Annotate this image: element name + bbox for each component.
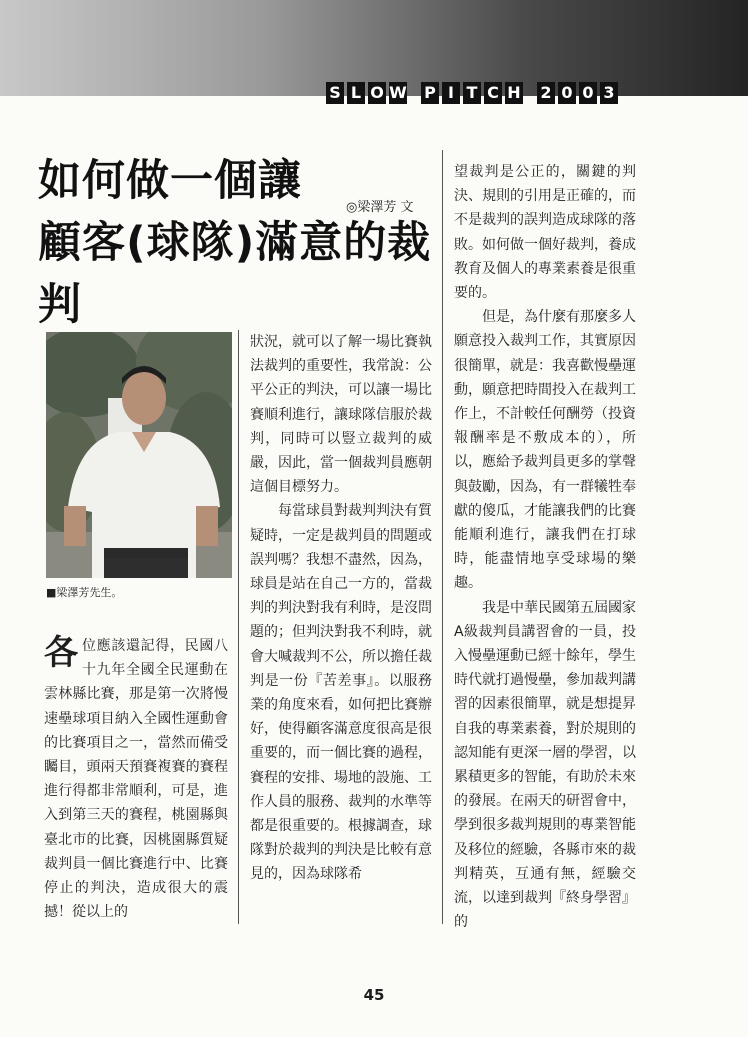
column-2-paragraph-2: 每當球員對裁判判決有質疑時，一定是裁判員的問題或誤判嗎？我想不盡然，因為，球員是站在自己一方的，當裁判的判決對我有利時，是沒問題的；但判決對我不利時，就會大喊裁判不公，所以擔任裁判是一份『苦差事』。以服務業的角度來看，如何把比賽辦好，使得顧客滿意度很高是很重要的，而一個比賽的過程，賽程的安排、場地的設施、工作人員的服務、裁判的水準等都是很重要的。根據調查，球隊對於裁判的判決是比較有意見的，因為球隊希 [250, 503, 432, 883]
column-3-paragraph-1: 望裁判是公正的，關鍵的判決、規則的引用是正確的，而不是裁判的誤判造成球隊的落敗。如何做一個好裁判，養成教育及個人的專業素養是很重要的。 [454, 164, 636, 302]
header-letter: C [484, 82, 502, 104]
header-letter: S [326, 82, 344, 104]
page-number: 45 [363, 986, 385, 1004]
article-title-line-1: 如何做一個讓 [38, 156, 302, 206]
drop-cap: 各 [44, 633, 78, 673]
header-letter: 2 [537, 82, 555, 104]
author-photo-image [46, 332, 232, 578]
article-title-line-2: 顧客(球隊)滿意的裁判 [38, 218, 432, 330]
header-letter: P [421, 82, 439, 104]
article-title [38, 150, 438, 336]
header-letter: H [505, 82, 523, 104]
header-letter: I [442, 82, 460, 104]
header-letter: L [347, 82, 365, 104]
header-letter [410, 82, 418, 104]
author-byline: ◎梁澤芳 文 [346, 200, 414, 215]
article-column-2 [250, 330, 432, 887]
column-divider-1 [238, 330, 239, 924]
author-photo [46, 332, 232, 578]
header-letter: W [389, 83, 407, 102]
header-letter: 3 [600, 82, 618, 104]
header-letter [526, 82, 534, 104]
header-letter: O [368, 82, 386, 104]
column-3-paragraph-2: 但是，為什麼有那麼多人願意投入裁判工作，其實原因很簡單，就是：我喜歡慢壘運動，願意把時間投入在裁判工作上，不計較任何酬勞（投資報酬率是不敷成本的），所以，應給予裁判員更多的掌聲與鼓勵，因為，有一群犧牲奉獻的傻瓜，才能讓我們的比賽能順利進行，讓我們在打球時，能盡情地享受球場的樂趣。 [454, 309, 636, 592]
article-column-3 [454, 160, 636, 935]
header-letter: 0 [579, 82, 597, 104]
column-3-paragraph-3: 我是中華民國第五屆國家A級裁判員講習會的一員，投入慢壘運動已經十餘年，學生時代就打過慢壘，參加裁判講習的因素很簡單，就是想提昇自我的專業素養，對於規則的認知能有更深一層的學習，以累積更多的智能，有助於未來的發展。在兩天的研習會中，學到很多裁判規則的專業智能及移位的經驗，各縣市來的裁判精英，互通有無，經驗交流，以達到裁判『終身學習』的 [454, 599, 636, 931]
magazine-header-title [326, 82, 618, 104]
column-1-paragraph: 各位應該還記得，民國八十九年全國全民運動在雲林縣比賽，那是第一次將慢速壘球項目納入全國性運動會的比賽項目之一，當然而備受矚目，頭兩天預賽複賽的賽程進行得都非常順利，可是，進入到第三天的賽程，桃園縣與臺北市的比賽，因桃園縣質疑裁判員一個比賽進行中、比賽停止的判決，造成很大的震撼！從以上的 [44, 633, 228, 921]
header-letter: 0 [558, 82, 576, 104]
article-column-1 [44, 634, 228, 924]
header-letter: T [463, 82, 481, 104]
column-divider-2 [442, 150, 443, 924]
column-2-paragraph-1: 狀況，就可以了解一場比賽執法裁判的重要性，我常說：公平公正的判決，可以讓一場比賽順利進行，讓球隊信服於裁判，同時可以豎立裁判的威嚴，因此，當一個裁判員應朝這個目標努力。 [250, 334, 432, 496]
photo-caption: ■梁澤芳先生。 [46, 586, 123, 599]
